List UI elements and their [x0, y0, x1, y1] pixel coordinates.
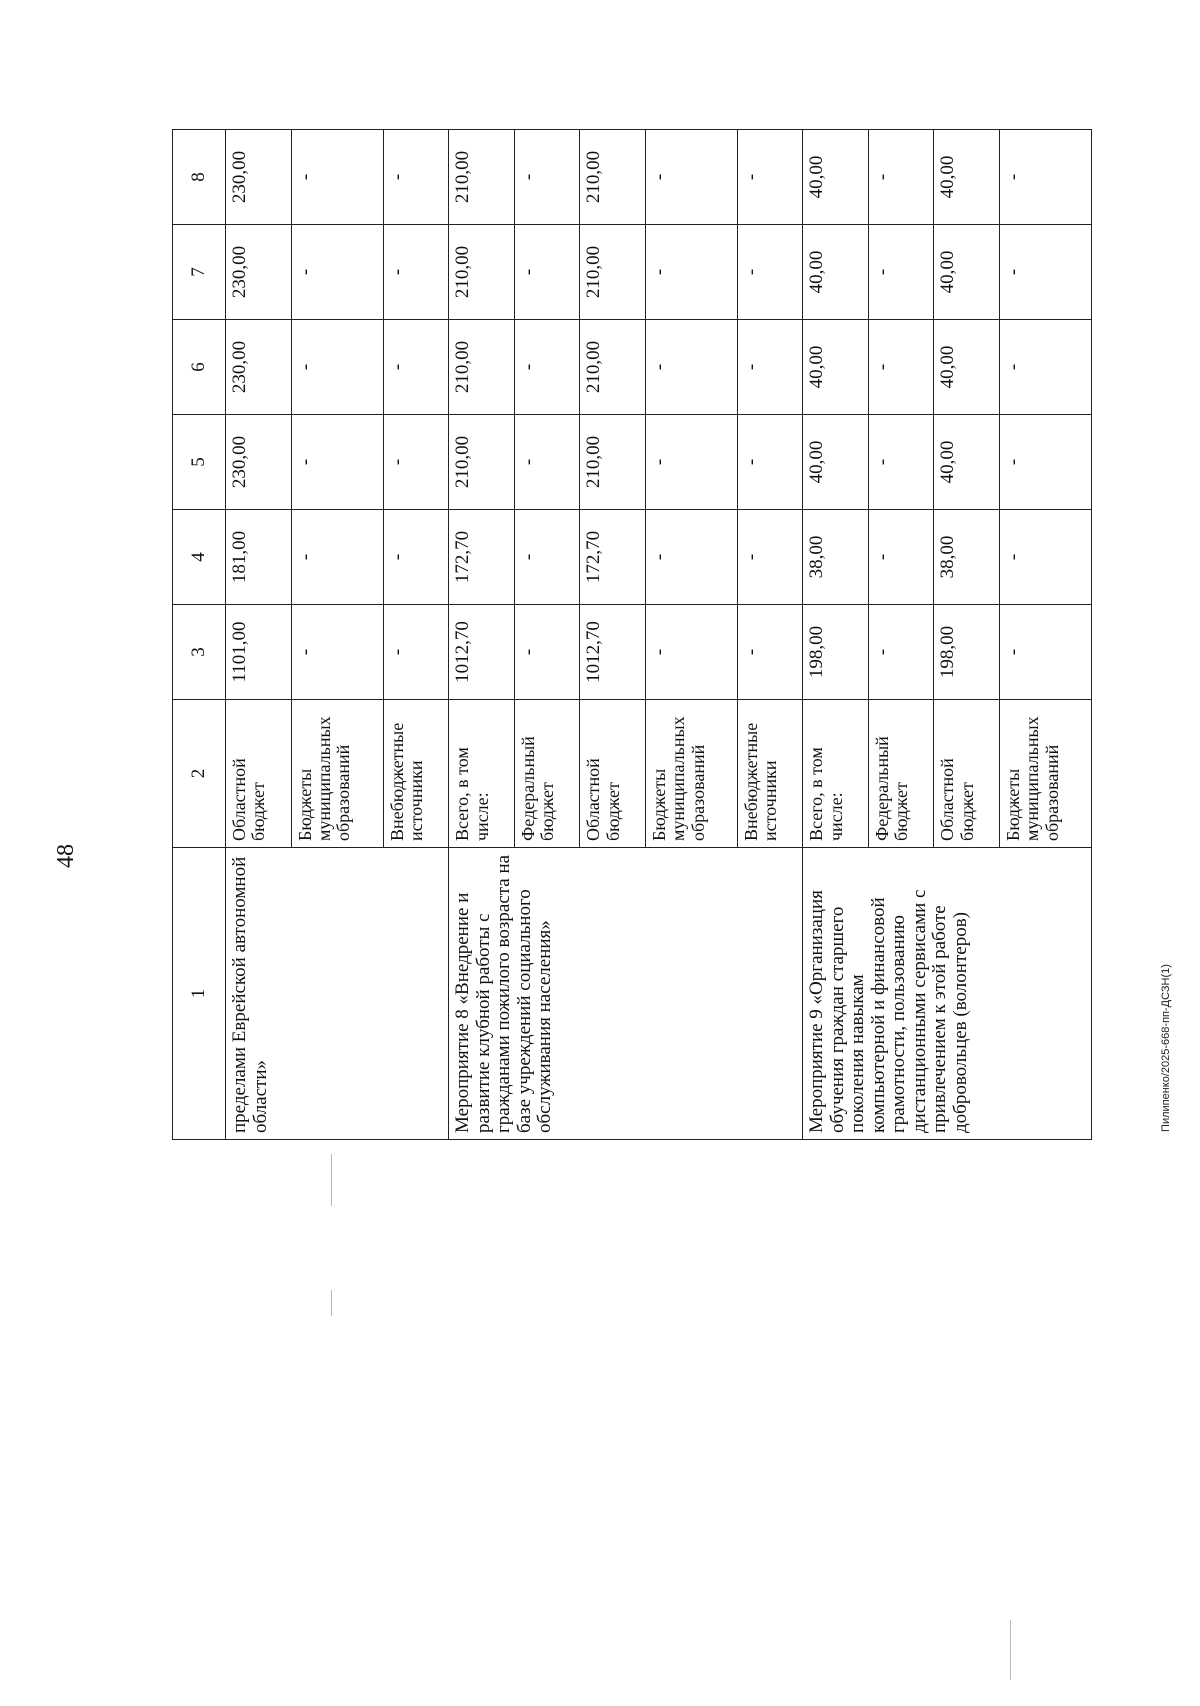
funding-source-cell: Бюджеты муниципальных образований — [645, 700, 737, 848]
amount-cell: - — [291, 605, 383, 700]
amount-cell: - — [645, 130, 737, 225]
amount-cell: - — [868, 130, 934, 225]
amount-cell: - — [514, 510, 580, 605]
page-number: 48 — [53, 844, 79, 868]
amount-cell: - — [999, 605, 1091, 700]
amount-cell: 40,00 — [803, 320, 869, 415]
amount-cell: 40,00 — [803, 130, 869, 225]
funding-source-cell: Областной бюджет — [934, 700, 1000, 848]
funding-source-cell: Областной бюджет — [226, 700, 292, 848]
amount-cell: 210,00 — [449, 130, 515, 225]
amount-cell: 210,00 — [449, 225, 515, 320]
amount-cell: 210,00 — [580, 415, 646, 510]
amount-cell: - — [383, 320, 449, 415]
funding-source-cell: Федеральный бюджет — [868, 700, 934, 848]
activity-title-cell: Мероприятие 8 «Внедрение и развитие клубной работы с гражданами пожилого возраста на базе учреждений социального обслуживания населения» — [449, 848, 803, 1140]
amount-cell: - — [737, 320, 803, 415]
funding-source-cell: Федеральный бюджет — [514, 700, 580, 848]
funding-source-cell: Внебюджетные источники — [737, 700, 803, 848]
amount-cell: 198,00 — [803, 605, 869, 700]
amount-cell: - — [645, 415, 737, 510]
funding-source-cell: Бюджеты муниципальных образований — [291, 700, 383, 848]
amount-cell: - — [645, 320, 737, 415]
amount-cell: - — [383, 130, 449, 225]
amount-cell: 40,00 — [803, 225, 869, 320]
amount-cell: - — [291, 510, 383, 605]
column-header: 3 — [173, 605, 226, 700]
amount-cell: - — [514, 320, 580, 415]
amount-cell: 198,00 — [934, 605, 1000, 700]
column-header: 7 — [173, 225, 226, 320]
amount-cell: - — [999, 510, 1091, 605]
amount-cell: - — [383, 510, 449, 605]
amount-cell: 38,00 — [803, 510, 869, 605]
amount-cell: - — [514, 225, 580, 320]
document-reference-code: Пилипенко/2025-668-пп-ДСЗН(1) — [1160, 964, 1172, 1132]
amount-cell: 210,00 — [449, 320, 515, 415]
column-header: 8 — [173, 130, 226, 225]
budget-table-region — [172, 130, 1182, 1133]
amount-cell: 172,70 — [580, 510, 646, 605]
amount-cell: 40,00 — [803, 415, 869, 510]
amount-cell: - — [383, 415, 449, 510]
amount-cell: - — [999, 320, 1091, 415]
amount-cell: 210,00 — [580, 130, 646, 225]
amount-cell: 210,00 — [580, 225, 646, 320]
amount-cell: 1101,00 — [226, 605, 292, 700]
amount-cell: - — [999, 415, 1091, 510]
amount-cell: 1012,70 — [580, 605, 646, 700]
amount-cell: - — [868, 225, 934, 320]
table-row — [803, 130, 869, 1140]
amount-cell: 172,70 — [449, 510, 515, 605]
amount-cell: - — [645, 605, 737, 700]
amount-cell: 40,00 — [934, 130, 1000, 225]
table-header-row — [173, 130, 226, 1140]
amount-cell: 40,00 — [934, 320, 1000, 415]
amount-cell: 230,00 — [226, 320, 292, 415]
table-row — [449, 130, 515, 1140]
amount-cell: - — [383, 605, 449, 700]
amount-cell: 181,00 — [226, 510, 292, 605]
amount-cell: - — [514, 605, 580, 700]
amount-cell: - — [868, 320, 934, 415]
table-row — [226, 130, 292, 1140]
amount-cell: - — [383, 225, 449, 320]
amount-cell: - — [999, 130, 1091, 225]
amount-cell: 38,00 — [934, 510, 1000, 605]
column-header: 6 — [173, 320, 226, 415]
amount-cell: - — [737, 130, 803, 225]
column-header: 2 — [173, 700, 226, 848]
amount-cell: 40,00 — [934, 415, 1000, 510]
amount-cell: - — [999, 225, 1091, 320]
amount-cell: 230,00 — [226, 225, 292, 320]
column-header: 1 — [173, 848, 226, 1140]
amount-cell: - — [291, 225, 383, 320]
rotated-table-frame — [172, 130, 1092, 1140]
funding-source-cell: Бюджеты муниципальных образований — [999, 700, 1091, 848]
amount-cell: 210,00 — [449, 415, 515, 510]
amount-cell: - — [868, 605, 934, 700]
column-header: 5 — [173, 415, 226, 510]
amount-cell: - — [291, 130, 383, 225]
amount-cell: - — [514, 130, 580, 225]
funding-source-cell: Внебюджетные источники — [383, 700, 449, 848]
amount-cell: - — [737, 415, 803, 510]
amount-cell: - — [645, 225, 737, 320]
amount-cell: 40,00 — [934, 225, 1000, 320]
scan-mark — [331, 1154, 332, 1206]
activity-title-cell: пределами Еврейской автономной области» — [226, 848, 449, 1140]
scan-mark — [331, 1290, 332, 1316]
amount-cell: - — [737, 605, 803, 700]
amount-cell: - — [514, 415, 580, 510]
funding-source-cell: Всего, в том числе: — [449, 700, 515, 848]
column-header: 4 — [173, 510, 226, 605]
amount-cell: 210,00 — [580, 320, 646, 415]
funding-source-cell: Всего, в том числе: — [803, 700, 869, 848]
amount-cell: - — [645, 510, 737, 605]
amount-cell: - — [868, 415, 934, 510]
amount-cell: - — [737, 510, 803, 605]
scan-mark — [1010, 1620, 1011, 1680]
amount-cell: 1012,70 — [449, 605, 515, 700]
activity-title-cell: Мероприятие 9 «Организация обучения граждан старшего поколения навыкам компьютерной и финансовой грамотности, пользованию дистанционными сервисами с привлечением к этой работе добровольцев (волонтеров) — [803, 848, 1092, 1140]
amount-cell: - — [868, 510, 934, 605]
amount-cell: 230,00 — [226, 130, 292, 225]
funding-source-cell: Областной бюджет — [580, 700, 646, 848]
amount-cell: 230,00 — [226, 415, 292, 510]
amount-cell: - — [291, 415, 383, 510]
amount-cell: - — [737, 225, 803, 320]
amount-cell: - — [291, 320, 383, 415]
budget-table — [172, 129, 1092, 1140]
